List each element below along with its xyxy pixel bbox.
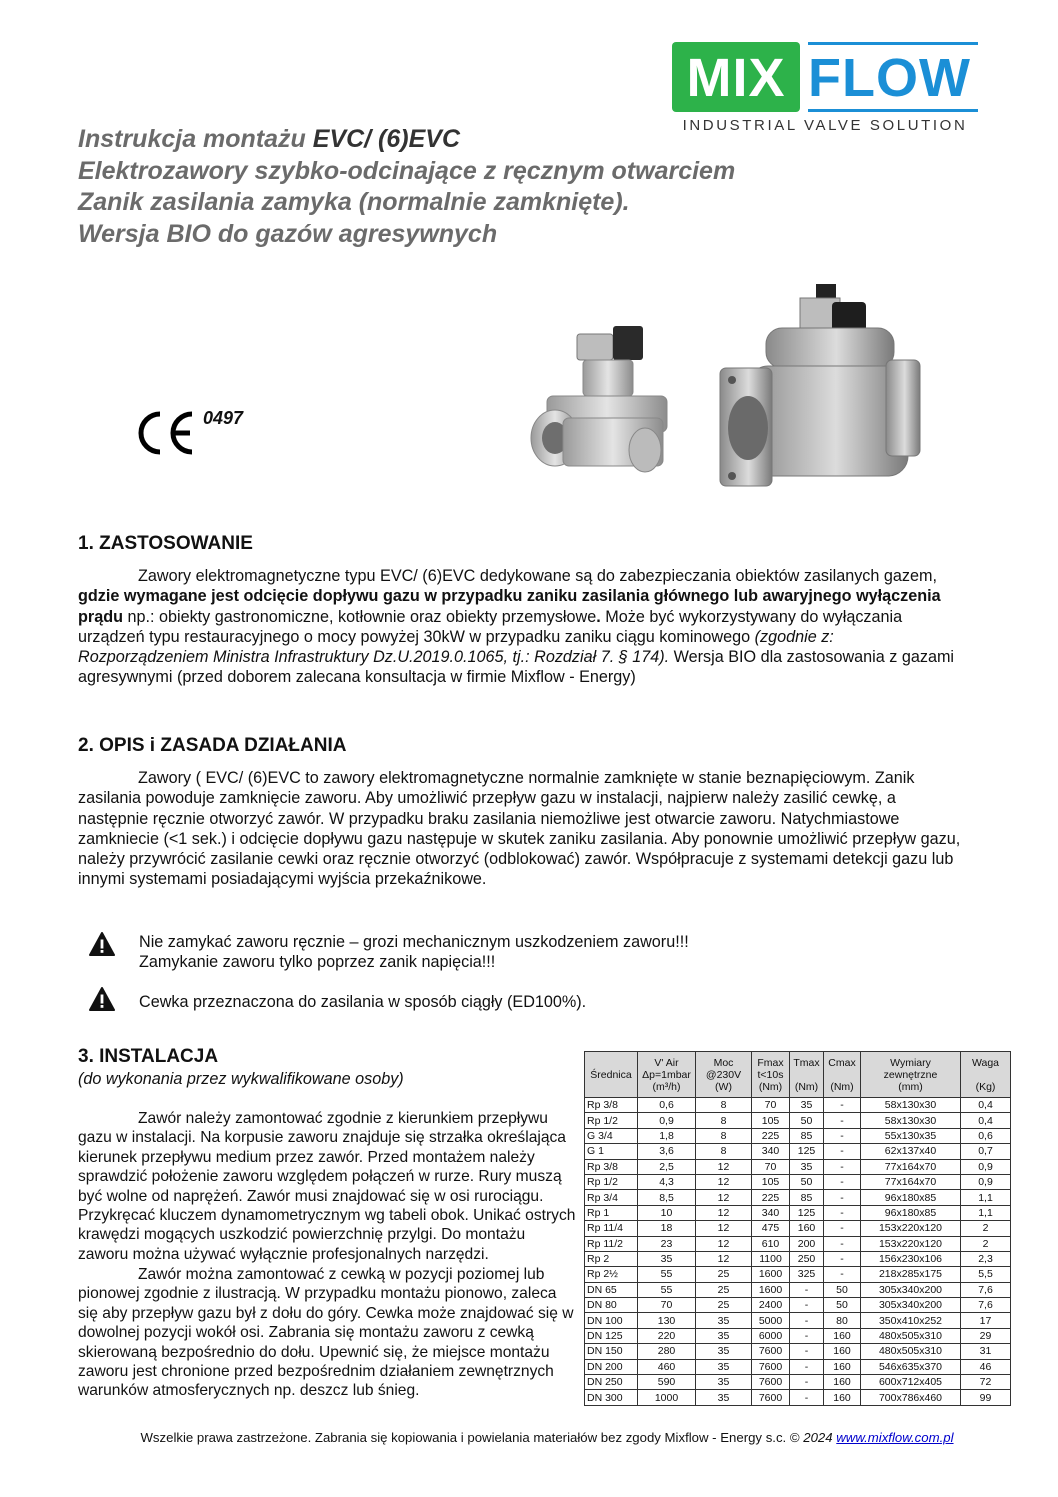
table-cell: 8: [696, 1128, 752, 1143]
table-cell: 1600: [752, 1267, 790, 1282]
table-header-row: [585, 1052, 1011, 1098]
table-cell: DN 80: [585, 1298, 638, 1313]
table-cell: 25: [696, 1298, 752, 1313]
warning-2-text: Cewka przeznaczona do zasilania w sposób ciągły (ED100%).: [139, 993, 587, 1011]
table-cell: 700x786x460: [861, 1390, 961, 1405]
table-cell: 50: [824, 1282, 861, 1297]
section-1-heading: 1. ZASTOSOWANIE: [78, 533, 253, 554]
table-cell: 12: [696, 1174, 752, 1189]
table-cell: 23: [638, 1236, 696, 1251]
table-cell: 12: [696, 1205, 752, 1220]
table-cell: Rp 11/4: [585, 1221, 638, 1236]
table-cell: 125: [790, 1144, 824, 1159]
table-cell: -: [790, 1298, 824, 1313]
table-cell: 610: [752, 1236, 790, 1251]
table-row: [585, 1174, 1011, 1189]
table-cell: 62x137x40: [861, 1144, 961, 1159]
table-cell: 8: [696, 1144, 752, 1159]
table-cell: 17: [961, 1313, 1011, 1328]
table-cell: 6000: [752, 1328, 790, 1343]
table-cell: 0,9: [638, 1113, 696, 1128]
table-cell: 350x410x252: [861, 1313, 961, 1328]
table-cell: 130: [638, 1313, 696, 1328]
table-cell: 546x635x370: [861, 1359, 961, 1374]
table-header-cell: Waga (Kg): [961, 1052, 1011, 1098]
table-cell: 160: [824, 1359, 861, 1374]
table-cell: 80: [824, 1313, 861, 1328]
table-cell: 153x220x120: [861, 1221, 961, 1236]
table-cell: 7600: [752, 1375, 790, 1390]
logo-blue-bar-bottom: [808, 109, 978, 112]
table-cell: Rp 11/2: [585, 1236, 638, 1251]
table-cell: 156x230x106: [861, 1251, 961, 1266]
section-1-text-part: np.: obiekty gastronomiczne, kotłownie oraz obiekty przemysłowe: [122, 607, 597, 626]
table-cell: Rp 1/2: [585, 1174, 638, 1189]
table-header-cell: Średnica: [585, 1052, 638, 1098]
table-cell: 35: [696, 1390, 752, 1405]
table-cell: 12: [696, 1159, 752, 1174]
table-cell: 50: [790, 1113, 824, 1128]
table-cell: 50: [790, 1174, 824, 1189]
table-cell: Rp 2½: [585, 1267, 638, 1282]
footer: [0, 1430, 1058, 1445]
table-cell: 35: [696, 1313, 752, 1328]
table-cell: 7600: [752, 1359, 790, 1374]
table-cell: 1,1: [961, 1205, 1011, 1220]
section-3-paragraph-1-text: Zawór należy zamontować zgodnie z kierunkiem przepływu gazu w instalacji. Na korpusie zaworu znajduje się strzałka określająca kierunek przepływu medium przez zawór. Przed montażem należy sprawdzić położenie zaworu względem połączeń w rurze. Rury muszą być wolne od naprężeń. Zawór musi znajdować się w osi rurociągu. Przykręcać kluczem dynamometrycznym wg tabeli obok. Unikać ostrych krawędzi mogących uszkodzić powierzchnię przylgi. Do montażu zaworu można używać wyłącznie profesjonalnych narzędzi.: [78, 1110, 576, 1263]
table-cell: -: [824, 1113, 861, 1128]
table-cell: 160: [824, 1390, 861, 1405]
table-cell: 35: [696, 1375, 752, 1390]
warning-1-text: [139, 932, 839, 973]
table-cell: 105: [752, 1174, 790, 1189]
section-2-text-body: Zawory ( EVC/ (6)EVC to zawory elektromagnetyczne normalnie zamknięte w stanie beznapięciowym. Zanik zasilania powoduje zamknięcie zaworu. Aby umożliwić przepływ gazu w instalacji, najpierw należy zasilić cewkę, a następnie ręcznie otworzyć zawór. W przypadku braku zasilania niemożliwe jest otwarcie zaworu. Natychmiastowe zamkniecie (<1 sek.) i odcięcie dopływu gazu następuje w skutek zaniku zasilania. Aby ponownie umożliwić przepływ gazu, należy przywrócić zasilanie cewki oraz ręcznie otworzyć (odblokować) zawór. Współpracuje z systemami detekcji gazu lub innymi systemami posiadającymi wyjścia przekaźnikowe.: [78, 769, 961, 889]
table-row: [585, 1298, 1011, 1313]
table-cell: 590: [638, 1375, 696, 1390]
table-cell: G 3/4: [585, 1128, 638, 1143]
table-cell: -: [824, 1267, 861, 1282]
table-cell: 153x220x120: [861, 1236, 961, 1251]
table-cell: 35: [696, 1359, 752, 1374]
table-cell: -: [824, 1205, 861, 1220]
table-cell: 35: [696, 1328, 752, 1343]
table-cell: 220: [638, 1328, 696, 1343]
warning-1-line-1: Nie zamykać zaworu ręcznie – grozi mechanicznym uszkodzeniem zaworu!!!: [139, 933, 689, 951]
table-cell: 35: [696, 1344, 752, 1359]
table-cell: 2: [961, 1236, 1011, 1251]
footer-year: 2024: [803, 1430, 833, 1445]
table-row: [585, 1190, 1011, 1205]
table-cell: 1100: [752, 1251, 790, 1266]
table-row: [585, 1390, 1011, 1405]
table-cell: DN 200: [585, 1359, 638, 1374]
table-cell: 46: [961, 1359, 1011, 1374]
flanged-valve-image: [718, 280, 924, 494]
table-cell: -: [824, 1251, 861, 1266]
section-1-text-part: Zawory elektromagnetyczne typu EVC/ (6)EVC dedykowane są do zabezpieczania obiektów zasilanych gazem,: [138, 567, 937, 585]
section-2-heading: 2. OPIS i ZASADA DZIAŁANIA: [78, 735, 347, 756]
table-cell: -: [824, 1236, 861, 1251]
table-cell: 1,1: [961, 1190, 1011, 1205]
title-line-3: Zanik zasilania zamyka (normalnie zamknięte).: [78, 188, 630, 216]
table-cell: Rp 3/8: [585, 1159, 638, 1174]
table-cell: 160: [824, 1328, 861, 1343]
table-cell: 105: [752, 1113, 790, 1128]
table-cell: DN 150: [585, 1344, 638, 1359]
table-cell: -: [824, 1221, 861, 1236]
table-cell: 225: [752, 1190, 790, 1205]
table-cell: 7,6: [961, 1282, 1011, 1297]
title-line-1: [78, 124, 838, 156]
table-cell: Rp 1: [585, 1205, 638, 1220]
section-2-text: [78, 768, 962, 890]
table-cell: 218x285x175: [861, 1267, 961, 1282]
table-cell: 0,9: [961, 1159, 1011, 1174]
table-cell: G 1: [585, 1144, 638, 1159]
logo-blue-bar-top: [808, 42, 978, 45]
table-cell: 96x180x85: [861, 1205, 961, 1220]
title-line-2: Elektrozawory szybko-odcinające z ręcznym otwarciem: [78, 156, 736, 185]
table-cell: DN 125: [585, 1328, 638, 1343]
table-cell: 2,5: [638, 1159, 696, 1174]
table-cell: 340: [752, 1205, 790, 1220]
table-row: [585, 1113, 1011, 1128]
section-1-bold-dot: .: [596, 607, 601, 626]
ce-mark-icon: [130, 410, 200, 456]
table-cell: 29: [961, 1328, 1011, 1343]
section-1-text: [78, 566, 962, 688]
ce-notified-body-number: 0497: [203, 408, 244, 428]
table-cell: -: [824, 1128, 861, 1143]
table-cell: 5000: [752, 1313, 790, 1328]
table-cell: -: [824, 1098, 861, 1113]
table-cell: 2: [961, 1221, 1011, 1236]
table-cell: 1000: [638, 1390, 696, 1405]
specification-table: [584, 1051, 1011, 1406]
section-3-heading: 3. INSTALACJA: [78, 1046, 219, 1067]
table-header-cell: Fmax t<10s (Nm): [752, 1052, 790, 1098]
table-row: [585, 1159, 1011, 1174]
table-row: [585, 1251, 1011, 1266]
table-cell: -: [790, 1344, 824, 1359]
table-cell: 8,5: [638, 1190, 696, 1205]
table-cell: -: [824, 1144, 861, 1159]
logo-tagline: INDUSTRIAL VALVE SOLUTION: [682, 117, 968, 134]
table-cell: 7,6: [961, 1298, 1011, 1313]
mixflow-logo: [672, 42, 978, 137]
table-cell: 70: [752, 1098, 790, 1113]
table-cell: 125: [790, 1205, 824, 1220]
table-header-cell: Moc @230V (W): [696, 1052, 752, 1098]
table-row: [585, 1221, 1011, 1236]
title-line-4: Wersja BIO do gazów agresywnych: [78, 219, 498, 248]
table-row: [585, 1144, 1011, 1159]
logo-flow-text: FLOW: [808, 48, 971, 108]
table-cell: 160: [824, 1344, 861, 1359]
table-cell: 0,4: [961, 1113, 1011, 1128]
section-1-text-part: Może być wykorzystywany do wyłączania urządzeń typu restauracyjnego o mocy powyżej 30kW w przypadku zaniku ciągu kominowego: [78, 607, 903, 646]
table-row: [585, 1128, 1011, 1143]
title-prefix: Instrukcja montażu: [78, 125, 313, 153]
logo-mix-text: MIX: [686, 48, 786, 108]
table-cell: 160: [790, 1221, 824, 1236]
table-header-cell: Wymiary zewnętrzne (mm): [861, 1052, 961, 1098]
table-cell: 18: [638, 1221, 696, 1236]
table-cell: 50: [824, 1298, 861, 1313]
table-cell: 2,3: [961, 1251, 1011, 1266]
table-row: [585, 1098, 1011, 1113]
section-1-regulation-reference: (zgodnie z: Rozporządzeniem Ministra Infrastruktury Dz.U.2019.0.1065, tj.: Rozdział 7. § 174).: [78, 627, 834, 667]
table-cell: -: [790, 1313, 824, 1328]
table-cell: -: [790, 1375, 824, 1390]
table-row: [585, 1344, 1011, 1359]
table-cell: 77x164x70: [861, 1159, 961, 1174]
table-row: [585, 1236, 1011, 1251]
table-cell: 58x130x30: [861, 1098, 961, 1113]
section-3-paragraph-2: [78, 1265, 576, 1401]
table-cell: 3,6: [638, 1144, 696, 1159]
warning-1-line-2: Zamykanie zaworu tylko poprzez zanik napięcia!!!: [139, 953, 496, 972]
table-cell: 0,6: [638, 1098, 696, 1113]
table-cell: 2400: [752, 1298, 790, 1313]
table-cell: 0,9: [961, 1174, 1011, 1189]
table-cell: Rp 3/8: [585, 1098, 638, 1113]
table-cell: 25: [696, 1282, 752, 1297]
small-valve-image: [527, 320, 673, 482]
table-cell: 55x130x35: [861, 1128, 961, 1143]
table-cell: -: [824, 1190, 861, 1205]
table-cell: 0,6: [961, 1128, 1011, 1143]
footer-website-link[interactable]: www.mixflow.com.pl: [836, 1430, 954, 1445]
table-cell: 600x712x405: [861, 1375, 961, 1390]
section-3-paragraph-1: [78, 1109, 576, 1264]
table-cell: 58x130x30: [861, 1113, 961, 1128]
table-cell: 8: [696, 1113, 752, 1128]
table-cell: 8: [696, 1098, 752, 1113]
table-cell: 0,4: [961, 1098, 1011, 1113]
table-row: [585, 1328, 1011, 1343]
table-row: [585, 1205, 1011, 1220]
table-header-cell: Cmax (Nm): [824, 1052, 861, 1098]
table-cell: DN 250: [585, 1375, 638, 1390]
table-cell: 35: [638, 1251, 696, 1266]
table-header-cell: Tmax (Nm): [790, 1052, 824, 1098]
table-cell: 99: [961, 1390, 1011, 1405]
title-product-code: EVC/ (6)EVC: [312, 125, 461, 153]
table-cell: 305x340x200: [861, 1282, 961, 1297]
table-cell: 250: [790, 1251, 824, 1266]
table-cell: 70: [752, 1159, 790, 1174]
table-cell: 225: [752, 1128, 790, 1143]
table-cell: 85: [790, 1128, 824, 1143]
table-cell: 12: [696, 1221, 752, 1236]
table-cell: 35: [790, 1098, 824, 1113]
table-row: [585, 1267, 1011, 1282]
table-cell: 1600: [752, 1282, 790, 1297]
table-cell: 7600: [752, 1390, 790, 1405]
table-row: [585, 1375, 1011, 1390]
table-cell: 85: [790, 1190, 824, 1205]
table-cell: 12: [696, 1236, 752, 1251]
table-cell: Rp 2: [585, 1251, 638, 1266]
table-cell: -: [790, 1328, 824, 1343]
table-cell: DN 100: [585, 1313, 638, 1328]
table-cell: 35: [790, 1159, 824, 1174]
table-cell: 55: [638, 1282, 696, 1297]
table-cell: 0,7: [961, 1144, 1011, 1159]
table-cell: 305x340x200: [861, 1298, 961, 1313]
table-cell: 1,8: [638, 1128, 696, 1143]
table-row: [585, 1313, 1011, 1328]
table-cell: 475: [752, 1221, 790, 1236]
section-3-subheading: (do wykonania przez wykwalifikowane osoby): [78, 1070, 404, 1088]
table-cell: 325: [790, 1267, 824, 1282]
table-cell: Rp 3/4: [585, 1190, 638, 1205]
table-cell: 12: [696, 1190, 752, 1205]
table-header-cell: V' Air Δp=1mbar (m³/h): [638, 1052, 696, 1098]
table-cell: DN 300: [585, 1390, 638, 1405]
section-3-paragraph-2-text: Zawór można zamontować z cewką w pozycji poziomej lub pionowej zgodnie z ilustracją. W przypadku montażu pionowo, zaleca się aby przepływ gazu był z dołu do góry. Cewka może znajdować się w dowolnej pozycji wokół osi. Zabrania się montażu zaworu z cewką skierowaną bezpośrednio do dołu. Upewnić się, że miejsce montażu zaworu jest chronione przed bezpośrednim działaniem zewnętrznych warunków atmosferycznych np. deszcz lub śnieg.: [78, 1266, 574, 1400]
table-cell: 96x180x85: [861, 1190, 961, 1205]
table-cell: 12: [696, 1251, 752, 1266]
table-cell: -: [824, 1174, 861, 1189]
warning-icon: [89, 986, 115, 1012]
warning-icon: [89, 931, 115, 957]
table-cell: 72: [961, 1375, 1011, 1390]
table-cell: 460: [638, 1359, 696, 1374]
table-cell: 25: [696, 1267, 752, 1282]
footer-copyright-text: Wszelkie prawa zastrzeżone. Zabrania się kopiowania i powielania materiałów bez zgody Mixflow - Energy s.c. ©: [140, 1430, 804, 1445]
section-1-text-part: Wersja BIO dla zastosowania z gazami agresywnymi (przed doborem zalecana konsultacja w firmie Mixflow - Energy): [78, 648, 955, 687]
table-cell: 200: [790, 1236, 824, 1251]
table-cell: -: [790, 1359, 824, 1374]
table-row: [585, 1359, 1011, 1374]
table-cell: Rp 1/2: [585, 1113, 638, 1128]
table-row: [585, 1282, 1011, 1297]
table-cell: 7600: [752, 1344, 790, 1359]
table-cell: -: [824, 1159, 861, 1174]
title-block: [78, 124, 838, 250]
table-cell: 10: [638, 1205, 696, 1220]
section-1-bold-text: gdzie wymagane jest odcięcie dopływu gazu w przypadku zaniku zasilania głównego lub awaryjnego wyłączenia prądu: [78, 587, 941, 626]
table-cell: DN 65: [585, 1282, 638, 1297]
table-cell: 4,3: [638, 1174, 696, 1189]
table-cell: 70: [638, 1298, 696, 1313]
table-cell: 160: [824, 1375, 861, 1390]
table-cell: 77x164x70: [861, 1174, 961, 1189]
table-cell: 480x505x310: [861, 1328, 961, 1343]
table-cell: 280: [638, 1344, 696, 1359]
table-cell: 5,5: [961, 1267, 1011, 1282]
table-cell: 340: [752, 1144, 790, 1159]
table-cell: -: [790, 1390, 824, 1405]
table-cell: 480x505x310: [861, 1344, 961, 1359]
table-cell: 31: [961, 1344, 1011, 1359]
table-cell: 55: [638, 1267, 696, 1282]
table-cell: -: [790, 1282, 824, 1297]
